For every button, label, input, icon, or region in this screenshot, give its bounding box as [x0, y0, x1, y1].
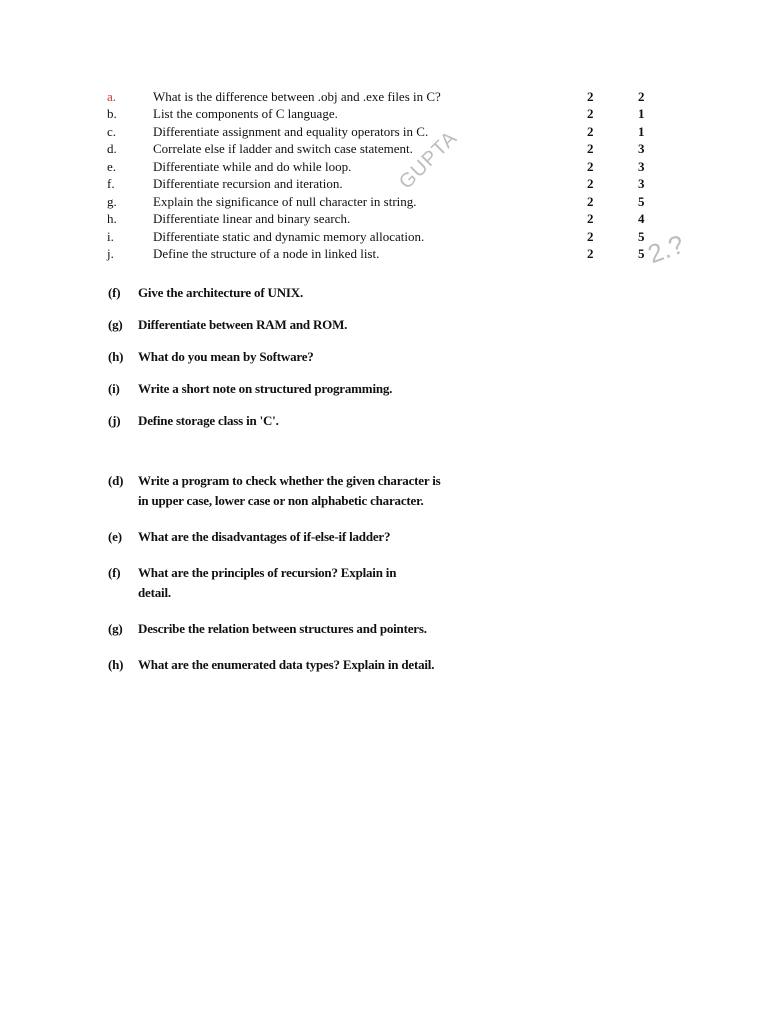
question-text: What are the disadvantages of if-else-if ladder?	[138, 529, 391, 544]
row-label: f.	[107, 176, 115, 191]
question-label: (e)	[108, 529, 122, 544]
question-label: (d)	[108, 473, 124, 488]
row-marks: 2	[587, 123, 594, 139]
question-text: Differentiate between RAM and ROM.	[138, 317, 348, 332]
row-co: 3	[638, 176, 645, 191]
table-row	[0, 210, 768, 227]
row-label: h.	[107, 211, 117, 226]
question-text: Describe the relation between structures and pointers.	[138, 621, 427, 636]
table-row	[0, 140, 768, 157]
row-marks: 2	[587, 246, 594, 261]
watermark-fragment: 2.?	[643, 228, 689, 270]
row-label: b.	[107, 106, 117, 121]
row-question: Define the structure of a node in linked list.	[153, 246, 380, 261]
row-question: Differentiate static and dynamic memory allocation.	[153, 228, 425, 244]
row-label: e.	[107, 158, 117, 174]
row-co: 3	[638, 141, 645, 156]
question-label: (g)	[108, 621, 123, 636]
row-marks: 2	[587, 89, 594, 104]
question-text-continued: detail.	[138, 585, 171, 600]
question-label: (h)	[108, 349, 124, 364]
question-label: (h)	[108, 657, 124, 672]
question-label: (f)	[108, 565, 121, 580]
question-text-continued: in upper case, lower case or non alphabetic character.	[138, 493, 424, 508]
table-row	[0, 123, 768, 140]
question-text: What are the enumerated data types? Explain in detail.	[138, 657, 435, 672]
row-question: What is the difference between .obj and .exe files in C?	[153, 89, 441, 104]
row-co: 2	[638, 89, 645, 104]
question-label: (g)	[108, 317, 123, 332]
row-question: Differentiate while and do while loop.	[153, 158, 352, 174]
row-question: List the components of C language.	[153, 106, 338, 121]
row-question: Correlate else if ladder and switch case statement.	[153, 141, 413, 156]
table-row	[0, 193, 768, 210]
row-co: 4	[638, 211, 645, 226]
row-question: Differentiate recursion and iteration.	[153, 176, 343, 191]
question-label: (i)	[108, 381, 120, 396]
question-text: Define storage class in 'C'.	[138, 413, 279, 428]
question-text: Give the architecture of UNIX.	[138, 285, 304, 300]
row-label: c.	[107, 123, 117, 139]
table-row	[0, 105, 768, 122]
question-label: (j)	[108, 413, 121, 428]
question-text: Write a program to check whether the given character is	[138, 473, 441, 488]
row-question: Differentiate assignment and equality operators in C.	[153, 123, 429, 139]
row-co: 1	[638, 123, 645, 139]
watermark-text: GUPTA	[395, 126, 462, 194]
row-marks: 2	[587, 106, 594, 121]
row-label: i.	[107, 228, 114, 244]
row-marks: 2	[587, 158, 594, 174]
row-marks: 2	[587, 193, 594, 209]
row-marks: 2	[587, 211, 594, 226]
row-co: 5	[638, 193, 645, 209]
row-co: 1	[638, 106, 645, 121]
table-row	[0, 88, 768, 105]
row-marks: 2	[587, 228, 594, 244]
row-co: 3	[638, 158, 645, 174]
table-row	[0, 175, 768, 192]
row-label: d.	[107, 141, 117, 156]
row-label: j.	[107, 246, 114, 261]
question-text: What are the principles of recursion? Explain in	[138, 565, 397, 580]
row-marks: 2	[587, 141, 594, 156]
table-row	[0, 158, 768, 175]
row-label: g.	[107, 193, 117, 209]
row-question: Explain the significance of null character in string.	[153, 193, 417, 209]
row-co: 5	[638, 228, 645, 244]
question-text: What do you mean by Software?	[138, 349, 314, 364]
row-marks: 2	[587, 176, 594, 191]
row-co: 5	[638, 246, 645, 261]
question-text: Write a short note on structured programming.	[138, 381, 393, 396]
row-label: a.	[107, 89, 117, 104]
row-question: Differentiate linear and binary search.	[153, 211, 351, 226]
question-label: (f)	[108, 285, 121, 300]
